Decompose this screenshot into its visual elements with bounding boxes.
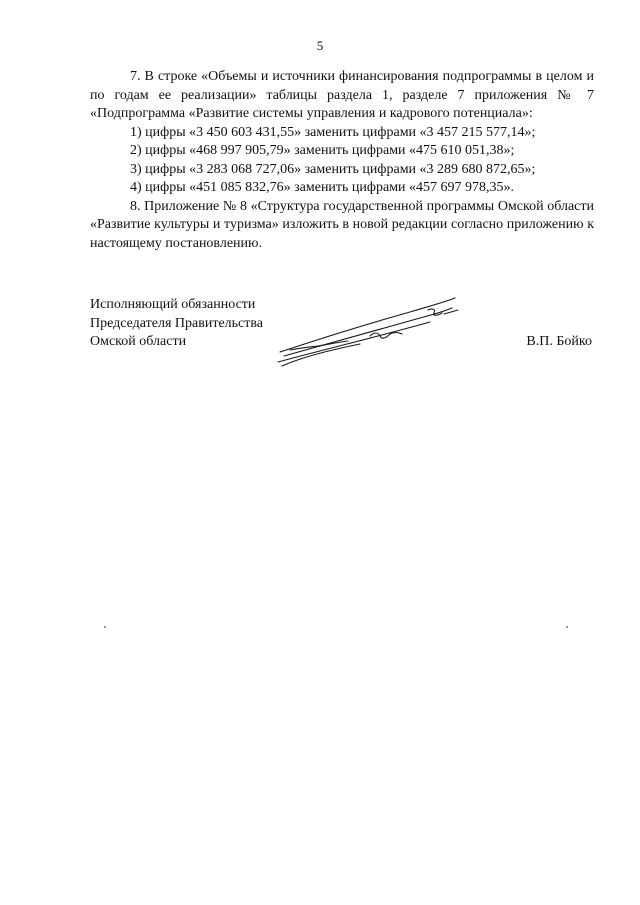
signer-title-line-2: Председателя Правительства [90,315,264,331]
signer-name: В.П. Бойко [526,334,592,349]
signer-title-line-1: Исполняющий обязанности [90,297,256,312]
list-item-2: 2) цифры «468 997 905,79» заменить цифрами «475 610 051,38»; [130,143,515,158]
list-item-4: 4) цифры «451 085 832,76» заменить цифрами «457 697 978,35». [130,180,515,195]
handwritten-signature [270,292,470,370]
document-body [90,68,594,253]
paragraph-8: 8. Приложение № 8 «Структура государственной программы Омской области «Развитие культуры и туризма» изложить в новой редакции согласно приложению к настоящему постановлению. [90,198,594,251]
list-item-3: 3) цифры «3 283 068 727,06» заменить цифрами «3 289 680 872,65»; [130,161,536,177]
scan-mark-left [104,626,106,628]
scan-mark-right [566,626,568,628]
signer-title-line-3: Омской области [90,334,187,349]
signature-block [90,296,594,366]
paragraph-7: 7. В строке «Объемы и источники финансирования подпрограммы в целом и по годам ее реализации» таблицы раздела 1, разделе 7 приложения № 7 «Подпрограмма «Развитие системы управления и кадрового потенциала»: [90,69,594,121]
page-number: 5 [316,38,324,53]
list-item-1: 1) цифры «3 450 603 431,55» заменить цифрами «3 457 215 577,14»; [130,124,536,140]
